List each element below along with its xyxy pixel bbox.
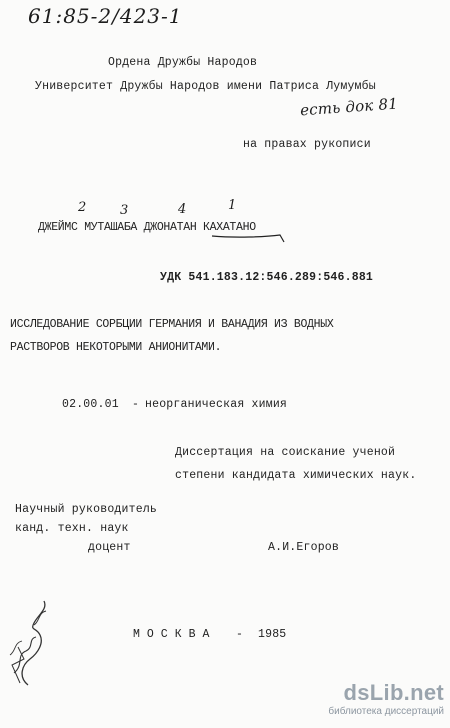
dissertation-title-line-1: ИССЛЕДОВАНИЕ СОРБЦИИ ГЕРМАНИЯ И ВАНАДИЯ ИЗ ВОДНЫХ — [10, 318, 334, 331]
university-name: Университет Дружбы Народов имени Патриса Лумумбы — [35, 80, 376, 93]
dissertation-line-1: Диссертация на соискание ученой — [175, 446, 396, 459]
supervisor-name: А.И.Егоров — [268, 541, 340, 554]
author-order-number-2: 3 — [120, 203, 129, 218]
watermark-subtitle: библиотека диссертаций — [328, 706, 444, 717]
author-order-number-4: 1 — [228, 198, 237, 213]
supervisor-rank: доцент — [88, 541, 131, 554]
watermark — [304, 680, 444, 720]
author-order-number-3: 4 — [178, 202, 187, 217]
rights-note: на правах рукописи — [243, 138, 371, 151]
udk-code: УДК 541.183.12:546.289:546.881 — [160, 271, 374, 284]
city: МОСКВА — [133, 628, 217, 641]
specialty-dash: - — [132, 398, 140, 411]
author-order-number-1: 2 — [78, 200, 87, 215]
dissertation-line-2: степени кандидата химических наук. — [175, 469, 417, 482]
watermark-logo: dsLib.net — [343, 680, 444, 705]
footer-dash: - — [236, 628, 244, 641]
dissertation-title-line-2: РАСТВОРОВ НЕКОТОРЫМИ АНИОНИТАМИ. — [10, 341, 222, 354]
handwritten-archive-code: 61:85-2/423-1 — [28, 4, 183, 28]
specialty-code: 02.00.01 — [62, 398, 119, 411]
author-underline — [210, 232, 290, 246]
supervisor-degree: канд. техн. наук — [15, 522, 129, 535]
handwritten-note: есть док 81 — [299, 94, 399, 120]
year: 1985 — [258, 628, 287, 641]
handwritten-signature — [4, 595, 54, 690]
order-line: Ордена Дружбы Народов — [108, 56, 258, 69]
author-name: ДЖЕЙМС МУТАШАБА ДЖОНАТАН КАХАТАНО — [38, 221, 256, 234]
specialty-name: неорганическая химия — [145, 398, 288, 411]
supervisor-label: Научный руководитель — [15, 503, 158, 516]
